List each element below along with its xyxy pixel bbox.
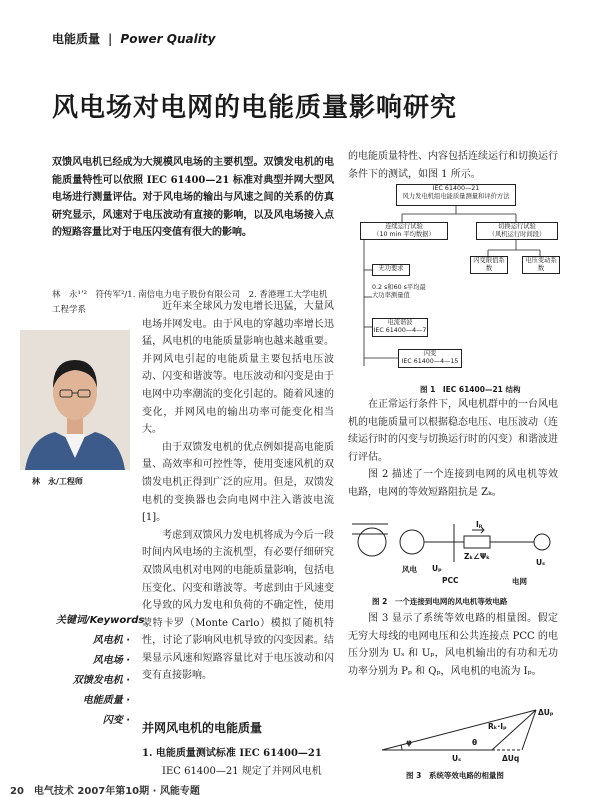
figure-3-caption: 图 3 系统等效电路的相量图	[406, 771, 504, 780]
article-title: 风电场对电网的电能质量影响研究	[52, 93, 458, 123]
author-photo	[20, 330, 130, 470]
body-paragraph: 图 3 显示了系统等效电路的相量图。假定无穷大母线的电网电压和公共连接点 PCC 的电压分别为 Uₛ 和 Uₚ，风电机输出的有功和无功功率分别为 Pₚ 和 Qₚ，风电机的电流为 Iₚ。	[348, 613, 558, 677]
author-portrait-icon	[20, 330, 130, 470]
author-affiliation: 林 永¹ʼ² 符传军²/1. 南信电力电子股份有限公司 2. 香港理工大学电机工程学系	[52, 290, 328, 315]
body-right-column	[348, 396, 558, 502]
figure-1-caption: 图 1 IEC 61400—21 结构	[420, 385, 521, 394]
keyword-item: 双馈发电机 ·	[72, 675, 130, 686]
body-right-paragraph	[348, 610, 558, 680]
fig2-z-label: Zₖ∠Ψₖ	[464, 552, 490, 561]
fig2-grid-label: 电网	[512, 577, 527, 586]
figure-1-connectors	[350, 184, 562, 374]
fig2-pcc-label: PCC	[442, 576, 459, 585]
fig1-power-box: 0.2 s和60 s平均最大功率测量值	[372, 284, 426, 310]
body-paragraph: 近年来全球风力发电增长迅猛，大量风电场并网发电。由于风电的穿越功率增长迅猛，风电机的电能质量影响也越来越重要。并网风电引起的电能质量主要包括电压波动、闪变和谐波等。电压波动和闪变是由于电网中功率潮流的变化引起的。随着风速的变化，并网风电的输出功率可能变化相当大。	[142, 301, 334, 436]
body-paragraph: 在正常运行条件下，风电机群中的一台风电机的电能质量可以根据稳态电压、电压波动（连续运行时的闪变与切换运行时的闪变）和谐波进行评估。	[348, 399, 558, 463]
fig1-top-box: IEC 61400—21 风力发电机组电能质量测量和评价方法	[396, 184, 516, 206]
body-left-column	[142, 298, 334, 685]
abstract: 双馈风电机已经成为大规模风电场的主要机型。双馈发电机的电能质量特性可以依照 IEC 61400—21 标准对典型并网大型风电场进行测量评估。对于风电场的输出与风速之间的关系的仿真研究显示，风速对于电压波动有直接的影响，以及风电场接入点的短路容量比对于电压闪变值有很大的影响。	[52, 157, 334, 239]
page-footer: 20 电气技术 2007年第10期 · 风能专题	[10, 786, 200, 797]
fig1-harmonic-box: 电流谐波 IEC 61400—4—7	[372, 318, 428, 337]
section-label-cn: 电能质量	[52, 32, 101, 46]
figure-2-caption: 图 2 一个连接到电网的风电机等效电路	[372, 597, 508, 606]
keywords-label: 关键词/Keywords	[56, 615, 145, 626]
section-label-en: Power Quality	[120, 32, 216, 46]
fig3-rk-label: Rₖ·Iₚ	[488, 722, 507, 731]
keyword-item: 风电场 ·	[92, 655, 130, 666]
fig1-continuous-box: 连续运行试验 （10 min 平均数据）	[360, 222, 448, 240]
fig2-ip-label: Iₚ	[476, 520, 483, 529]
fig2-up-label: Uₚ	[432, 564, 442, 573]
fig1-reactive-box: 无功要求	[372, 264, 410, 276]
figure-3-phasor	[372, 700, 552, 768]
photo-caption: 林 永/工程师	[32, 477, 83, 486]
figure-1-diagram	[350, 184, 562, 374]
fig2-us-label: Uₛ	[536, 558, 545, 567]
keyword-item: 闪变 ·	[102, 715, 130, 726]
fig2-gen-label: 风电	[402, 565, 417, 574]
body-paragraph: 考虑到双馈风力发电机将成为今后一段时间内风电场的主流机型，有必要仔细研究双馈风电机对电网的电能质量影响，包括电压变化、闪变和谐波等。考虑到由于风速变化导致的风力发电和负荷的不确定性，使用蒙特卡罗（Monte Carlo）模拟了随机特性，讨论了影响风电机导致的闪变因素。结果显示风速和短路容量比对于电压波动和闪变有直接影响。	[142, 529, 334, 682]
body-paragraph: 的电能质量特性、内容包括连续运行和切换运行条件下的测试，如图 1 所示。	[348, 151, 558, 180]
subsection-title: 1. 电能质量测试标准 IEC 61400—21	[142, 748, 322, 759]
figure-2-circuit	[350, 510, 562, 594]
fig3-du-label: ΔUₚ	[538, 708, 554, 717]
fig3-theta-label: θ	[472, 738, 478, 747]
fig1-voltage-change-box: 电压变动系数	[522, 256, 560, 274]
section-header: 电能质量 | Power Quality	[52, 32, 216, 46]
body-right-paragraph	[348, 148, 558, 183]
figure-3-vectors	[372, 700, 552, 768]
fig1-switching-box: 切换运行试验 （风机运行时间段）	[476, 222, 558, 240]
body-paragraph: IEC 61400—21 规定了并网风电机	[162, 765, 322, 777]
keywords-block	[56, 611, 145, 731]
body-paragraph: 由于双馈发电机的优点例如提高电能质量、高效率和可控性等，使用变速风机的双馈发电机正得到广泛的应用。但是，双馈发电机的变换器也会向电网中注入谐波电流[1]。	[142, 441, 334, 524]
keyword-item: 电能质量 ·	[82, 695, 130, 706]
fig3-us-label: Uₛ	[452, 754, 461, 763]
fig3-phi-label: φ	[406, 738, 412, 747]
keyword-item: 风电机 ·	[92, 635, 130, 646]
subsection-block	[142, 745, 334, 780]
fig1-flicker-coeff-box: 闪变限值系数	[470, 256, 508, 274]
fig1-flicker-box: 闪变 IEC 61400—4—15	[398, 349, 462, 368]
body-paragraph: 图 2 描述了一个连接到电网的风电机等效电路，电网的等效短路阻抗是 Zₖ。	[348, 469, 558, 498]
fig3-dq-label: ΔUq	[502, 754, 520, 763]
section-heading: 并网风电机的电能质量	[142, 721, 263, 735]
